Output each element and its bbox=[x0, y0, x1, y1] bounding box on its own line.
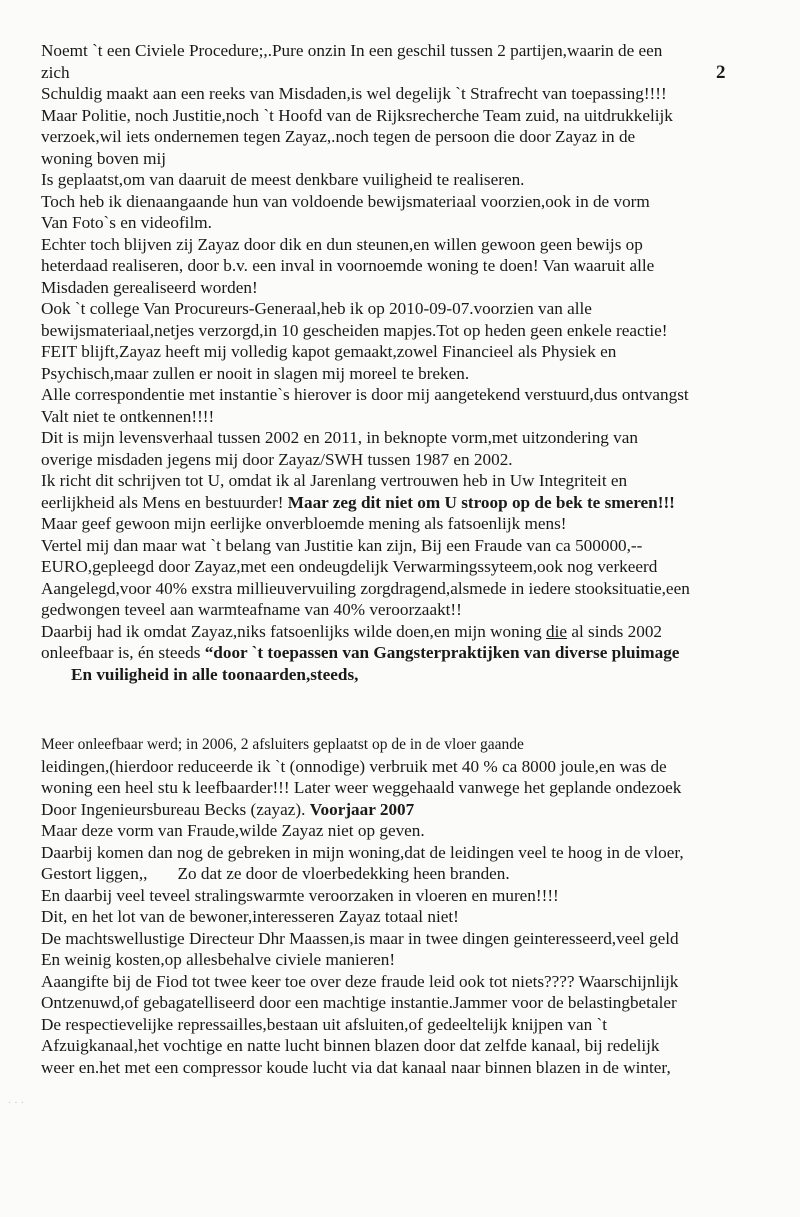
text-line: Alle correspondentie met instantie`s hierover is door mij aangetekend verstuurd,dus ontvangst bbox=[41, 385, 689, 404]
text-line: Van Foto`s en videofilm. bbox=[41, 213, 212, 232]
text-bold: “door `t toepassen van Gangsterpraktijken van diverse pluimage bbox=[204, 643, 680, 662]
text-line: Aaangifte bij de Fiod tot twee keer toe over deze fraude leid ook tot niets???? Waarschijnlijk bbox=[41, 971, 679, 991]
text-line: Maar deze vorm van Fraude,wilde Zayaz niet op geven. bbox=[41, 821, 425, 840]
text-line: heterdaad realiseren, door b.v. een inval in voornoemde woning te doen! Van waaruit alle bbox=[41, 256, 655, 275]
text-line: EURO,gepleegd door Zayaz,met een ondeugdelijk Verwarmingssyteem,ook nog verkeerd bbox=[41, 557, 658, 576]
page-number: 2 bbox=[716, 62, 726, 83]
text-line: Echter toch blijven zij Zayaz door dik en dun steunen,en willen gewoon geen bewijs op bbox=[41, 234, 643, 254]
text-bold: Voorjaar 2007 bbox=[309, 799, 415, 819]
text-line: Psychisch,maar zullen er nooit in slagen mij moreel te breken. bbox=[41, 363, 470, 383]
text-line: Dit is mijn levensverhaal tussen 2002 en 2011, in beknopte vorm,met uitzondering van bbox=[41, 428, 638, 447]
text-line-eerlijkheid bbox=[41, 492, 776, 514]
text-line: verzoek,wil iets ondernemen tegen Zayaz,.noch tegen de persoon die door Zayaz in de bbox=[41, 127, 636, 146]
text-line: Aangelegd,voor 40% exstra millieuvervuiling zorgdragend,alsmede in iedere stooksituatie,een bbox=[41, 578, 690, 598]
text-line: Vertel mij dan maar wat `t belang van Justitie kan zijn, Bij een Fraude van ca 500000,-- bbox=[41, 535, 643, 555]
text-line-die bbox=[41, 621, 776, 643]
text-line: Is geplaatst,om van daaruit de meest denkbare vuiligheid te realiseren. bbox=[41, 170, 525, 189]
text-line: Noemt `t een Civiele Procedure;,.Pure onzin In een geschil tussen 2 partijen,waarin de een bbox=[41, 41, 663, 60]
letter-text-part-2 bbox=[41, 734, 776, 1078]
text-normal: al sinds 2002 bbox=[567, 621, 663, 641]
text-line: bewijsmateriaal,netjes verzorgd,in 10 gescheiden mapjes.Tot op heden geen enkele reactie! bbox=[41, 320, 668, 340]
text-normal: Daarbij had ik omdat Zayaz,niks fatsoenlijks wilde doen,en mijn woning bbox=[41, 621, 547, 641]
text-line: Gestort liggen,, Zo dat ze door de vloerbedekking heen branden. bbox=[41, 864, 510, 883]
text-line: Afzuigkanaal,het vochtige en natte lucht binnen blazen door dat zelfde kanaal, bij redelijk bbox=[41, 1036, 660, 1055]
text-line: leidingen,(hierdoor reduceerde ik `t (onnodige) verbruik met 40 % ca 8000 joule,en was de bbox=[41, 756, 667, 776]
text-line: weer en.het met een compressor koude lucht via dat kanaal naar binnen blazen in de winter, bbox=[41, 1057, 671, 1077]
text-line: De machtswellustige Directeur Dhr Maassen,is maar in twee dingen geinteresseerd,veel geld bbox=[41, 928, 679, 948]
text-normal: Door Ingenieursbureau Becks (zayaz). bbox=[41, 799, 310, 819]
text-line: Maar Politie, noch Justitie,noch `t Hoofd van de Rijksrecherche Team zuid, na uitdrukkelijk bbox=[41, 105, 673, 125]
text-line: zich bbox=[41, 62, 70, 82]
text-line: Schuldig maakt aan een reeks van Misdaden,is wel degelijk `t Strafrecht van toepassing!!!! bbox=[41, 84, 667, 103]
text-line-becks bbox=[41, 799, 776, 821]
text-line-vuiligheid: En vuiligheid in alle toonaarden,steeds, bbox=[71, 664, 359, 684]
text-line: Valt niet te ontkennen!!!! bbox=[41, 406, 215, 426]
text-line: Ik richt dit schrijven tot U, omdat ik al Jarenlang vertrouwen heb in Uw Integriteit en bbox=[41, 471, 628, 490]
text-line: Maar geef gewoon mijn eerlijke onverbloemde mening als fatsoenlijk mens! bbox=[41, 514, 567, 533]
text-line: gedwongen teveel aan warmteafname van 40% veroorzaakt!! bbox=[41, 600, 462, 619]
text-normal: onleefbaar is, én steeds bbox=[41, 643, 205, 662]
text-line: overige misdaden jegens mij door Zayaz/SWH tussen 1987 en 2002. bbox=[41, 449, 513, 469]
text-line: Meer onleefbaar werd; in 2006, 2 afsluiters geplaatst op de in de vloer gaande bbox=[41, 736, 524, 753]
text-line: De respectievelijke repressailles,bestaan uit afsluiten,of gedeeltelijk knijpen van `t bbox=[41, 1014, 608, 1034]
text-line: Toch heb ik dienaangaande hun van voldoende bewijsmateriaal voorzien,ook in de vorm bbox=[41, 191, 650, 211]
text-line: Ook `t college Van Procureurs-Generaal,heb ik op 2010-09-07.voorzien van alle bbox=[41, 299, 592, 318]
text-line: woning een heel stu k leefbaarder!!! Later weer weggehaald vanwege het geplande ondezoek bbox=[41, 778, 682, 797]
text-line: FEIT blijft,Zayaz heeft mij volledig kapot gemaakt,zowel Financieel als Physiek en bbox=[41, 342, 617, 361]
text-line: En daarbij veel teveel stralingswarmte veroorzaken in vloeren en muren!!!! bbox=[41, 885, 559, 905]
underlined-word: die bbox=[546, 621, 568, 641]
text-line: Ontzenuwd,of gebagatelliseerd door een machtige instantie.Jammer voor de belastingbetaler bbox=[41, 993, 677, 1012]
text-line: Dit, en het lot van de bewoner,interesseren Zayaz totaal niet! bbox=[41, 907, 459, 926]
text-line-onleefbaar bbox=[41, 642, 776, 664]
scan-speck: · · · bbox=[8, 1098, 24, 1109]
letter-text-part-1 bbox=[41, 40, 776, 685]
text-line: woning boven mij bbox=[41, 148, 167, 168]
text-line: Misdaden gerealiseerd worden! bbox=[41, 277, 258, 297]
text-line: En weinig kosten,op allesbehalve civiele manieren! bbox=[41, 950, 396, 969]
text-bold: Maar zeg dit niet om U stroop op de bek te smeren!!! bbox=[287, 492, 675, 512]
text-line: Daarbij komen dan nog de gebreken in mijn woning,dat de leidingen veel te hoog in de vloer, bbox=[41, 842, 684, 862]
text-normal: eerlijkheid als Mens en bestuurder! bbox=[41, 492, 288, 512]
